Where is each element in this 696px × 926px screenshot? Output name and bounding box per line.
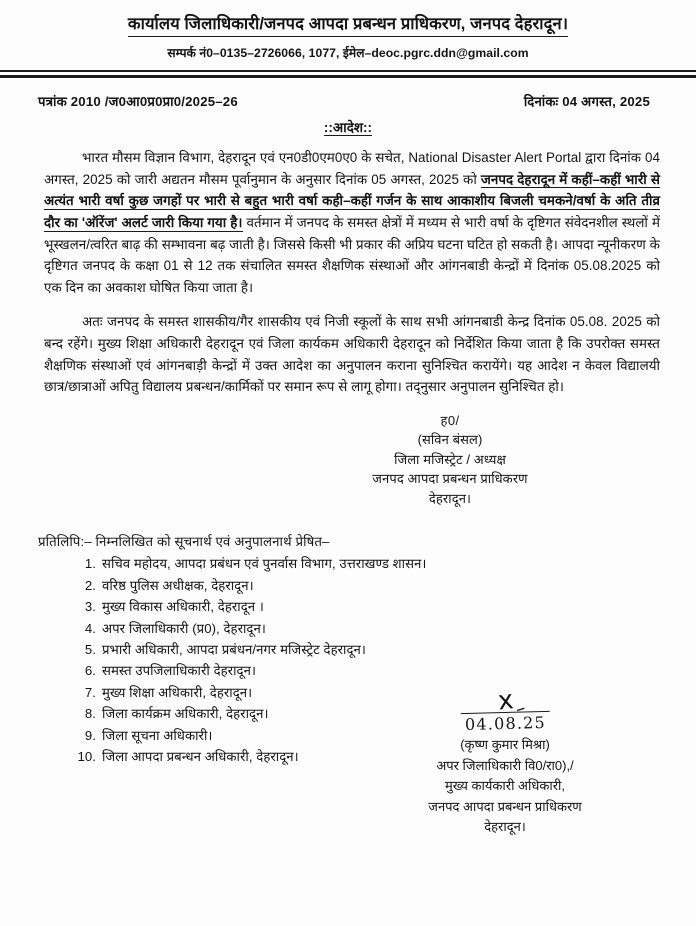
- signatory-role-primary-3: देहरादून।: [428, 490, 472, 506]
- paragraph-2: अतः जनपद के समस्त शासकीय/गैर शासकीय एवं निजी स्कूलों के साथ सभी आंगनबाडी केन्द्र दिनांक 05.08. 2025 को बन्द रहेंगे। मुख्य शिक्षा अधिकारी देहरादून एवं जिला कार्यकम अधिकारी देहरादून को निर्देशित किया जाता है कि उपरोक्त समस्त शैक्षणिक संस्थाओं एवं आंगनबाड़ी केन्द्रों में उक्त आदेश का अनुपालन कराना सुनिश्चित करायेंगे। यह आदेश न केवल विद्यालयी छात्र/छात्राओं अपितु विद्यालय प्रबन्धन/कार्मिकों पर समान रूप से लागू होगा। तद्नुसार अनुपालन सुनिश्चित हो।: [44, 314, 660, 395]
- paragraph-1-tail: वर्तमान में जनपद के समस्त क्षेत्रों में मध्यम से भारी वर्षा के दृष्टिगत संवेदनशील स्थलों में भूस्खलन/त्वरित बाढ़ की सम्भावना बढ़ जाती है। जिससे किसी भी प्रकार की अप्रिय घटना घटित हो सकती है। आपदा न्यूनीकरण के दृष्टिगत जनपद के कक्षा 01 से 12 तक संचालित समस्त शैक्षणिक संस्थाओं और आंगनबाडी केन्द्रों में दिनांक 05.08.2025 को एक दिन का अवकाश घोषित किया जाता है।: [44, 215, 660, 295]
- reference-number: पत्रांक 2010 /ज0आ0प्र0प्रा0/2025–26: [38, 94, 238, 110]
- signatory-name-secondary: (कृष्ण कुमार मिश्रा): [460, 737, 550, 753]
- signatory-role-secondary-1: अपर जिलाधिकारी वि0/रा0),/: [436, 757, 574, 773]
- order-heading-text: ::आदेश::: [323, 120, 373, 136]
- list-item: मुख्य विकास अधिकारी, देहरादून ।: [102, 599, 264, 615]
- paragraph-1: [44, 147, 660, 298]
- copy-list-heading: प्रतिलिपि:– निम्नलिखित को सूचनार्थ एवं अनुपालनार्थ प्रेषित–: [38, 534, 330, 550]
- letterhead: [0, 0, 696, 61]
- header-divider: [0, 70, 696, 79]
- list-item: जिला कार्यक्रम अधिकारी, देहरादून।: [102, 706, 269, 722]
- signatory-name-primary: (सविन बंसल): [417, 432, 483, 448]
- order-heading: [0, 118, 696, 136]
- list-item: मुख्य शिक्षा अधिकारी, देहरादून।: [102, 684, 253, 700]
- document-date: दिनांकः 04 अगस्त, 2025: [523, 94, 650, 110]
- signatory-role-secondary-2: मुख्य कार्यकारी अधिकारी,: [444, 778, 565, 794]
- list-item: सचिव महोदय, आपदा प्रबंधन एवं पुनर्वास विभाग, उत्तराखण्ड शासन।: [102, 556, 427, 572]
- list-item: वरिष्ठ पुलिस अधीक्षक, देहरादून।: [102, 577, 254, 593]
- signatory-role-primary-2: जनपद आपदा प्रबन्धन प्राधिकरण: [372, 471, 528, 487]
- signature-block-primary: [300, 411, 600, 509]
- list-item: जिला सूचना अधिकारी।: [102, 727, 213, 743]
- copy-list: [38, 553, 656, 767]
- handwritten-signature-icon: xِ: [496, 685, 514, 717]
- list-item: समस्त उपजिलाधिकारी देहरादून।: [102, 663, 257, 679]
- contact-line: सम्पर्क नं0–0135–2726066, 1077, ईमेल–deoc.pgrc.ddn@gmail.com: [167, 46, 529, 61]
- handwritten-date: 04.08.25: [460, 711, 549, 734]
- list-item: अपर जिलाधिकारी (प्र0), देहरादून।: [102, 620, 266, 636]
- document-body: [0, 147, 696, 398]
- paragraph-1-emphasis: जनपद देहरादून में कहीं–कहीं भारी से अत्यंत भारी वर्षा कुछ जगहों पर भारी से बहुत भारी वर्षा कही–कहीं गर्जन के साथ आकाशीय बिजली चमकने/वर्षा के अति तीव्र दौर का 'ऑरेंज' अलर्ट जारी किया गया है।: [44, 171, 660, 231]
- list-item: जिला आपदा प्रबन्धन अधिकारी, देहरादून।: [102, 748, 299, 764]
- list-item: प्रभारी अधिकारी, आपदा प्रबंधन/नगर मजिस्ट्रेट देहरादून।: [102, 641, 366, 657]
- divider-rule-top: [0, 70, 696, 72]
- paragraph-1-lead: भारत मौसम विज्ञान विभाग, देहरादून एवं एन0डी0एम0ए0 के सचेत, National Disaster Alert Portal द्वारा दिनांक 04 अगस्त, 2025 को जारी अद्यतन मौसम पूर्वानुमान के अनुसार दिनांक 05 अगस्त, 2025 को: [44, 150, 660, 187]
- signatory-role-primary-1: जिला मजिस्ट्रेट / अध्यक्ष: [394, 451, 506, 467]
- signatory-role-secondary-3: जनपद आपदा प्रबन्धन प्राधिकरण: [428, 798, 582, 814]
- page-bottom-margin: [0, 837, 696, 877]
- office-title: कार्यालय जिलाधिकारी/जनपद आपदा प्रबन्धन प्राधिकरण, जनपद देहरादून।: [128, 13, 568, 37]
- signatory-role-secondary-4: देहरादून।: [484, 819, 526, 835]
- copy-distribution-section: [0, 532, 696, 767]
- meta-row: [0, 79, 696, 110]
- signature-mark-primary: ह0/: [440, 412, 460, 428]
- divider-rule-bottom: [0, 75, 696, 78]
